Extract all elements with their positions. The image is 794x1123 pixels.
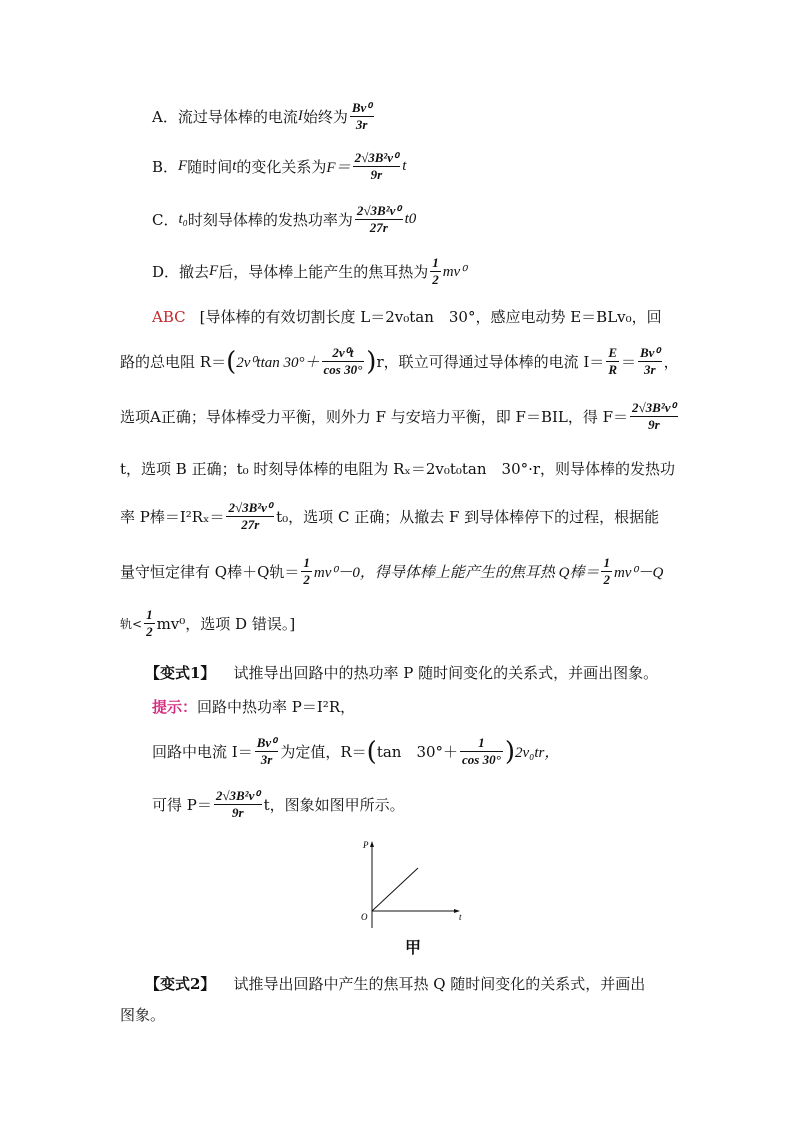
option-b-var2: t (232, 158, 237, 174)
answer-l2a: 路的总电阻 R＝ (120, 353, 227, 371)
variant-1-l2b: 为定值，R＝ (280, 743, 367, 761)
answer-l3a: 选项A正确；导体棒受力平衡，则外力 F 与安培力平衡，即 F＝BIL，得 F＝ (120, 408, 629, 426)
answer-l2c-fraction: $\frac{\text{2v⁰t}}{\cos 30^\circ}$ (323, 345, 363, 377)
variant-1-heading (145, 662, 658, 683)
option-b-prefix: B． (152, 158, 179, 176)
origin-label: O (361, 912, 368, 922)
answer-l2b: 2v⁰ttan 30°＋ (236, 355, 320, 371)
answer-line-5 (120, 500, 659, 533)
option-c (152, 203, 416, 236)
answer-l5a: 率 P棒＝I²Rₓ＝ (120, 508, 225, 526)
variant-1-l3a: 可得 P＝ (152, 796, 212, 814)
y-axis-label: P (363, 840, 369, 850)
answer-label: ABC (152, 307, 186, 326)
hint-label: 提示： (152, 698, 198, 716)
option-b-mid1: 随时间 (187, 158, 233, 176)
answer-l6b: mv⁰－0，得导体棒上能产生的焦耳热 Q棒＝ (313, 565, 600, 581)
option-c-mid: 时刻导体棒的发热功率为 (187, 211, 353, 229)
answer-l2d: r，联立可得通过导体棒的电流 I＝ (376, 353, 605, 371)
answer-line-7 (120, 607, 295, 640)
answer-l3-fraction: $\frac{\text{2√3B²v⁰}}{9r}$ (632, 400, 676, 432)
x-axis-label: t (459, 912, 462, 922)
p-line (372, 868, 418, 911)
answer-l7b: mv⁰，选项 D 错误。] (156, 615, 296, 633)
answer-line-4 (120, 458, 675, 479)
answer-l5b: t₀，选项 C 正确；从撤去 F 到导体棒停下的过程，根据能 (276, 508, 660, 526)
answer-l6a: 量守恒定律有 Q棒＋Q轨＝ (120, 563, 300, 581)
answer-line-6 (120, 555, 663, 588)
hint-text: 回路中热功率 P＝I²R， (197, 698, 356, 716)
variant-1-l2c: tan 30°＋ (376, 743, 459, 761)
option-d (152, 255, 466, 288)
answer-l6-fraction-1: $\frac{1}{2}$ (303, 555, 310, 587)
variant-1-text: 试推导出回路中的热功率 P 随时间变化的关系式，并画出图象。 (233, 664, 659, 682)
variant-1-l3b: t，图象如图甲所示。 (263, 796, 405, 814)
answer-l2h: ， (663, 353, 679, 371)
answer-l5-fraction: $\frac{\text{2√3B²v⁰}}{27r}$ (228, 500, 273, 532)
variant-1-l2a: 回路中电流 I＝ (152, 743, 253, 761)
answer-l2f: ＝ (620, 353, 636, 371)
option-c-tail: t0 (404, 211, 417, 227)
variant-1-l2e: 2v₀tr， (514, 745, 560, 761)
variant-2-tag: 【变式2】 (145, 975, 216, 993)
option-b-var1: F (178, 158, 188, 174)
option-b-fraction: $\frac{\text{2√3B²v⁰}}{9r}$ (354, 150, 399, 182)
option-d-prefix: D．撤去 (152, 263, 210, 281)
variant-1-line-3 (152, 788, 405, 821)
y-axis-arrow (370, 841, 374, 847)
option-a-fraction: $\frac{\text{Bv⁰}}{3r}$ (351, 100, 372, 132)
paren-open: ( (226, 346, 237, 377)
paren-close-2: ) (504, 736, 515, 767)
answer-text-1: [导体棒的有效切割长度 L＝2v₀tan 30°，感应电动势 E＝BLv₀，回 (199, 308, 662, 326)
variant-2-text-2: 图象。 (120, 1006, 166, 1024)
variant-2-text: 试推导出回路中产生的焦耳热 Q 随时间变化的关系式，并画出 (233, 975, 646, 993)
answer-l7-fraction: $\frac{1}{2}$ (146, 607, 153, 639)
answer-line-2 (120, 345, 679, 378)
variant-1-tag: 【变式1】 (145, 664, 216, 682)
option-d-tail: mv⁰ (442, 264, 467, 280)
variant-1-l2d-fraction: $\frac{1}{\cos 30^\circ}$ (462, 735, 501, 767)
variant-2-heading (145, 973, 645, 994)
option-c-prefix: C． (152, 211, 179, 229)
paren-close: ) (366, 346, 377, 377)
answer-l6c: mv⁰－Q (613, 565, 664, 581)
variant-2-line-2 (120, 1004, 165, 1025)
option-a-var: I (297, 108, 303, 124)
answer-line-3 (120, 400, 680, 433)
answer-l7a: 轨< (120, 617, 143, 631)
answer-l4: t，选项 B 正确；t₀ 时刻导体棒的电阻为 Rₓ＝2v₀t₀tan 30°·r，则导体棒的发热功 (120, 460, 676, 478)
option-d-var: F (209, 263, 219, 279)
paren-open-2: ( (366, 736, 377, 767)
option-b-tail: t (402, 158, 407, 174)
option-a-mid: 始终为 (302, 108, 348, 126)
variant-1-l3-fraction: $\frac{\text{2√3B²v⁰}}{9r}$ (215, 788, 260, 820)
option-b (152, 150, 406, 183)
option-b-mid2: 的变化关系为 (236, 158, 327, 176)
option-c-fraction: $\frac{\text{2√3B²v⁰}}{27r}$ (356, 203, 401, 235)
answer-line-1 (152, 306, 662, 327)
graph-caption: 甲 (405, 938, 422, 957)
variant-1-line-2 (152, 735, 559, 768)
answer-l6-fraction-2: $\frac{1}{2}$ (603, 555, 610, 587)
variant-1-hint (152, 696, 355, 717)
option-a-text: A．流过导体棒的电流 (152, 108, 298, 126)
answer-l2g-fraction: $\frac{\text{Bv⁰}}{3r}$ (640, 345, 660, 377)
variant-1-l2-fraction: $\frac{\text{Bv⁰}}{3r}$ (256, 735, 277, 767)
option-b-lhs: F＝ (326, 160, 351, 176)
option-d-fraction: $\frac{1}{2}$ (432, 255, 439, 287)
option-a (152, 100, 376, 133)
option-c-t0: t₀ (178, 211, 188, 227)
answer-l2e-fraction: $\frac{E}{R}$ (608, 345, 617, 377)
option-d-mid: 后，导体棒上能产生的焦耳热为 (218, 263, 429, 281)
